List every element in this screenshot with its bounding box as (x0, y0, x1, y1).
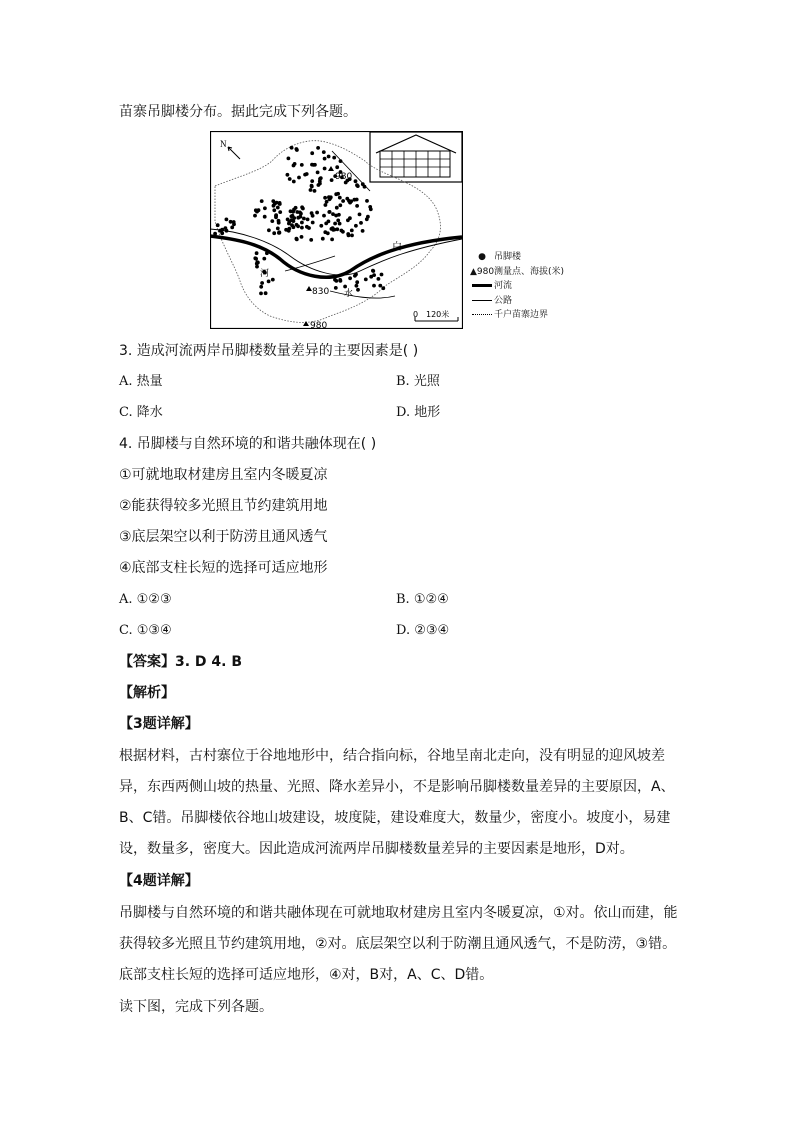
house-dot (259, 292, 263, 296)
outro-text: 读下图，完成下列各题。 (119, 999, 273, 1015)
house-dot (286, 218, 290, 222)
house-dot (300, 221, 304, 225)
house-dot (336, 219, 340, 223)
house-dot (216, 223, 220, 227)
house-dot (372, 284, 376, 288)
house-dot (365, 217, 369, 221)
peak-label: 980 (335, 172, 353, 182)
house-dot (355, 280, 359, 284)
map-legend (470, 250, 564, 323)
peak-label: 830 (312, 287, 330, 297)
house-dot (355, 284, 359, 288)
house-dot (287, 157, 291, 161)
house-dot (377, 277, 381, 281)
house-dot (271, 199, 275, 203)
house-dot (306, 218, 310, 222)
house-dot (348, 276, 352, 280)
river-label: 河 (260, 269, 270, 279)
house-dot (303, 173, 307, 177)
house-dot (338, 203, 342, 207)
house-dot (305, 225, 309, 229)
house-dot (355, 204, 359, 208)
dot-icon: ● (478, 252, 486, 262)
house-dot (354, 224, 358, 228)
house-dot (274, 213, 278, 217)
house-dot (213, 232, 217, 236)
miao-village-map (210, 131, 463, 329)
q4-stem: 4. 吊脚楼与自然环境的和谐共融体现在( ) (119, 436, 377, 452)
q3-option-a: A. 热量 (119, 374, 163, 389)
house-dot (381, 286, 385, 290)
house-dot (354, 179, 358, 183)
house-dot (345, 197, 349, 201)
house-dot (328, 210, 332, 214)
house-dot (289, 209, 293, 213)
q4-item-1: ①可就地取材建房且室内冬暖夏凉 (119, 467, 328, 483)
house-dot (339, 159, 343, 163)
house-dot (327, 155, 331, 159)
house-dot (299, 212, 303, 216)
house-dot (271, 278, 275, 282)
house-dot (341, 199, 345, 203)
house-dot (262, 257, 266, 261)
house-dot (286, 173, 290, 177)
house-dot (323, 196, 327, 200)
house-dot (312, 163, 316, 167)
house-dot (323, 157, 327, 161)
house-dot (321, 237, 325, 241)
house-dot (232, 222, 236, 226)
house-dot (330, 178, 334, 182)
house-dot (318, 182, 322, 186)
q3-detail-heading: 【3题详解】 (119, 716, 199, 732)
house-dot (335, 279, 339, 283)
house-dot (288, 177, 292, 181)
house-dot (287, 222, 291, 226)
house-dot (309, 238, 313, 242)
thick-line-icon (470, 279, 494, 294)
house-dot (338, 278, 342, 282)
q4-item-2: ②能获得较多光照且节约建筑用地 (119, 498, 328, 514)
house-dot (313, 189, 317, 193)
house-dot (368, 205, 372, 209)
house-dot (309, 188, 313, 192)
legend-item: 公路 (470, 294, 564, 309)
house-dot (264, 291, 268, 295)
house-dot (378, 284, 382, 288)
house-dot (340, 229, 344, 233)
house-dot (300, 235, 304, 239)
house-dot (347, 234, 351, 238)
house-dot (300, 205, 304, 209)
house-dot (292, 180, 296, 184)
house-dot (371, 269, 375, 273)
house-dot (348, 216, 352, 220)
line-icon (470, 294, 494, 309)
house-dot (254, 208, 258, 212)
house-dot (277, 230, 281, 234)
house-dot (290, 146, 294, 150)
q3-option-c: C. 降水 (119, 405, 163, 420)
answer: 【答案】3. D 4. B (119, 654, 243, 670)
house-dot (350, 234, 354, 238)
q4-item-4: ④底部支柱长短的选择可适应地形 (119, 560, 328, 576)
house-dot (263, 215, 267, 219)
house-dot (335, 165, 339, 169)
house-dot (311, 221, 315, 225)
triangle-icon: ▲980 (470, 266, 495, 277)
house-dot (331, 212, 335, 216)
house-dot (326, 231, 330, 235)
house-dot (255, 261, 259, 265)
scale-length: 120米 (426, 310, 450, 319)
house-dot (334, 192, 338, 196)
river-label: 白 (392, 242, 402, 253)
house-dot (325, 200, 329, 204)
house-dot (255, 251, 259, 255)
house-dot (297, 176, 301, 180)
house-dot (311, 214, 315, 218)
house-dot (358, 213, 362, 217)
house-dot (310, 151, 314, 155)
house-dot (259, 285, 263, 289)
house-dot (225, 218, 229, 222)
house-dot (300, 226, 304, 230)
legend-item: 河流 (470, 279, 564, 294)
legend-item: ▲980 测量点、海拔(米) (470, 265, 564, 280)
house-dot (287, 229, 291, 233)
house-dot (295, 237, 299, 241)
house-dot (333, 222, 337, 226)
house-dot (343, 285, 347, 289)
house-dot (265, 251, 269, 255)
house-dot (335, 227, 339, 231)
house-dot (324, 222, 328, 226)
house-dot (277, 219, 281, 223)
house-dot (255, 265, 259, 269)
house-dot (278, 210, 282, 214)
north-label: N (220, 139, 227, 149)
q4-option-d: D. ②③④ (396, 623, 450, 638)
house-dot (322, 150, 326, 154)
house-dot (319, 224, 323, 228)
house-dot (322, 214, 326, 218)
q3-stem: 3. 造成河流两岸吊脚楼数量差异的主要因素是( ) (119, 343, 419, 359)
house-dot (330, 238, 334, 242)
house-dot (253, 214, 257, 218)
house-dot (380, 273, 384, 277)
house-dot (295, 210, 299, 214)
peak-label: 980 (310, 321, 328, 329)
q4-option-a: A. ①②③ (119, 592, 172, 607)
house-dot (332, 156, 336, 160)
house-dot (260, 281, 264, 285)
house-dot (369, 275, 373, 279)
house-dot (220, 228, 224, 232)
dotted-line-icon (470, 308, 494, 323)
house-dot (310, 179, 314, 183)
house-dot (267, 280, 271, 284)
house-dot (348, 201, 352, 205)
house-dot (296, 216, 300, 220)
house-dot (272, 208, 276, 212)
house-dot (356, 184, 360, 188)
house-dot (353, 198, 357, 202)
house-dot (296, 224, 300, 228)
q3-option-b: B. 光照 (396, 374, 440, 389)
house-dot (365, 199, 369, 203)
legend-item: 千户苗寨边界 (470, 308, 564, 323)
legend-item: ● 吊脚楼 (470, 250, 564, 265)
q4-option-c: C. ①③④ (119, 623, 172, 638)
house-dot (353, 274, 357, 278)
analysis-heading: 【解析】 (119, 685, 175, 701)
house-dot (293, 162, 297, 166)
house-dot (315, 211, 319, 215)
house-dot (291, 214, 295, 218)
house-dot (363, 185, 367, 189)
house-dot (350, 229, 354, 233)
scale-zero: 0 (413, 310, 419, 319)
house-dot (260, 199, 264, 203)
house-dot (310, 184, 314, 188)
house-dot (267, 228, 271, 232)
house-dot (316, 171, 320, 175)
house-dot (272, 231, 276, 235)
q4-detail-heading: 【4题详解】 (119, 873, 199, 889)
house-dot (300, 163, 304, 167)
house-dot (356, 288, 360, 292)
house-dot (328, 197, 332, 201)
house-dot (338, 196, 342, 200)
house-dot (323, 167, 327, 171)
house-dot (295, 147, 299, 151)
house-dot (276, 227, 280, 231)
q4-detail-text: 吊脚楼与自然环境的和谐共融体现在可就地取材建房且室内冬暖夏凉，①对。依山而建，能获得较多光照且节约建筑用地，②对。底层架空以利于防潮且通风透气，不是防涝，③错。底部支柱长短的选择可适应地形，④对，B对，A、C、D错。 (119, 905, 678, 983)
q3-option-d: D. 地形 (396, 405, 441, 420)
house-dot (359, 221, 363, 225)
q4-option-b: B. ①②④ (396, 592, 449, 607)
house-dot (334, 286, 338, 290)
house-dot (220, 231, 224, 235)
house-dot (276, 206, 280, 210)
house-dot (335, 206, 339, 210)
house-dot (302, 217, 306, 221)
house-dot (263, 206, 267, 210)
house-dot (278, 201, 282, 205)
river-label: 水 (344, 289, 354, 299)
house-dot (361, 229, 365, 233)
house-dot (254, 257, 258, 261)
intro-text: 苗寨吊脚楼分布。据此完成下列各题。 (119, 104, 357, 120)
stilted-house-inset (370, 132, 462, 182)
q3-detail-text: 根据材料，古村寨位于谷地地形中，结合指向标，谷地呈南北走向，没有明显的迎风坡差异，东西两侧山坡的热量、光照、降水差异小，不是影响吊脚楼数量差异的主要原因，A、B、C错。吊脚楼依谷地山坡建设，坡度陡，建设难度大，数量少，密度小。坡度小，易建设，数量多，密度大。因此造成河流两岸吊脚楼数量差异的主要因素是地形，D对。 (119, 748, 675, 857)
house-dot (364, 278, 368, 282)
house-dot (270, 219, 274, 223)
house-dot (292, 219, 296, 223)
house-dot (316, 146, 320, 150)
q4-item-3: ③底层架空以利于防涝且通风透气 (119, 529, 328, 545)
house-dot (292, 225, 296, 229)
